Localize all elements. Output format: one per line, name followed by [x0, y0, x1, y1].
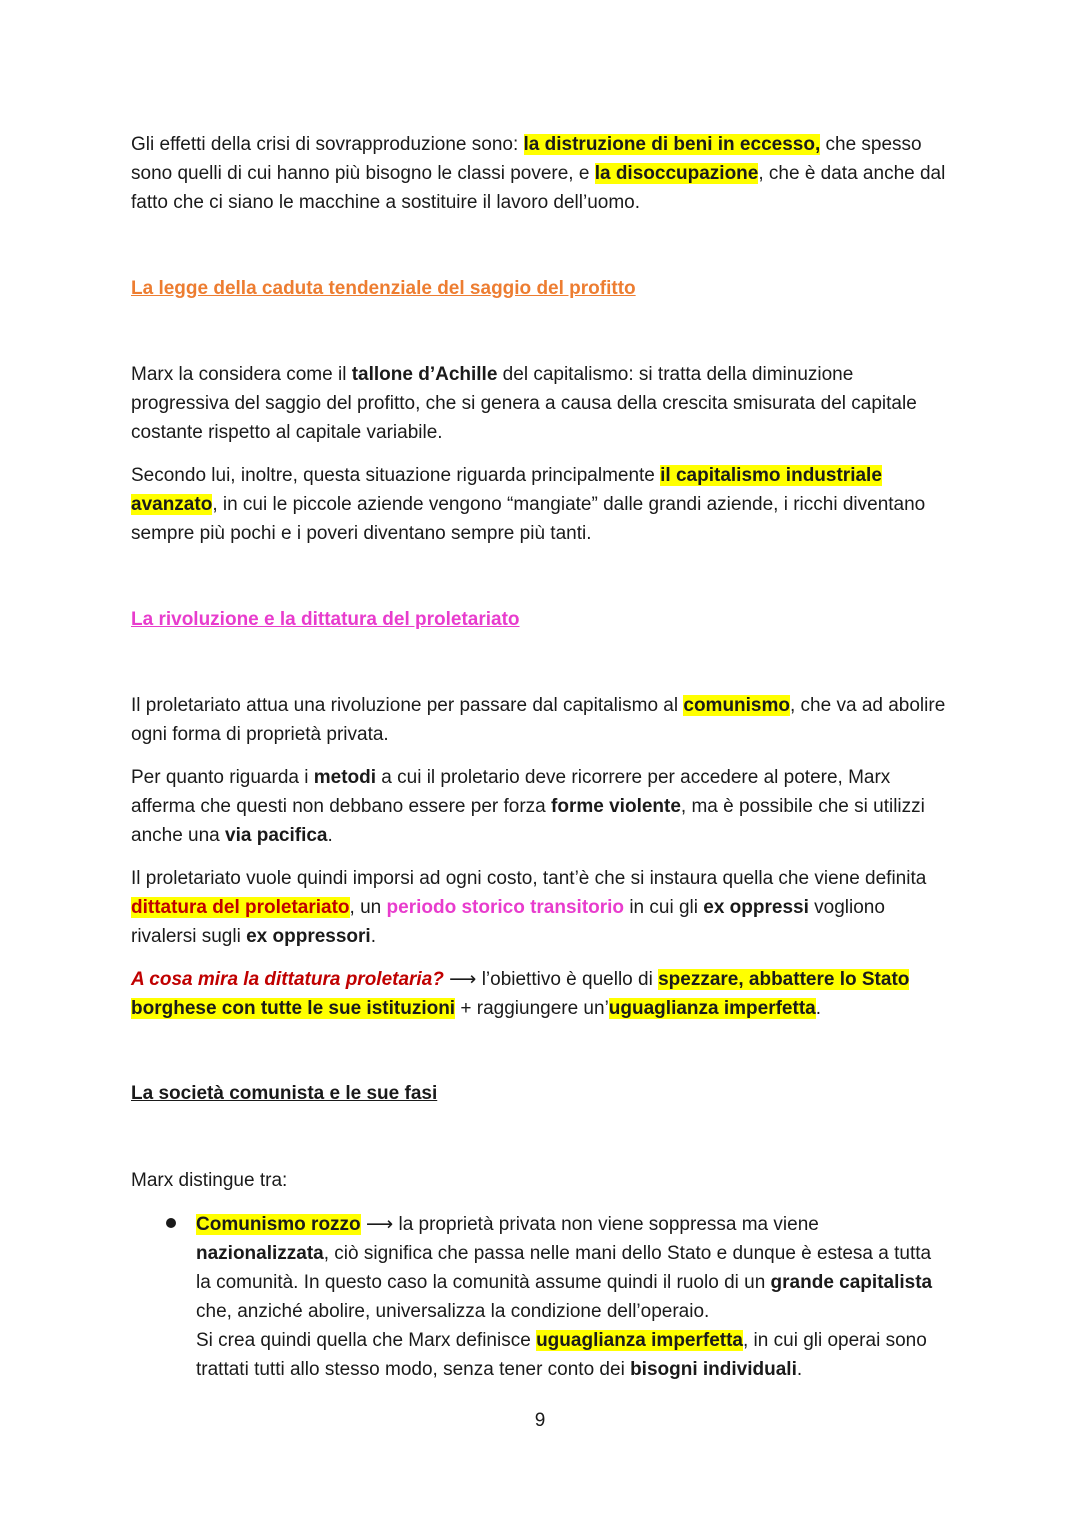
paragraph-dictatorship-aim: A cosa mira la dittatura proletaria? ⟶ l’obiettivo è quello di spezzare, abbattere lo Stato borghese con tutte le sue istituzioni + raggiungere un’uguaglianza imperfetta.	[131, 969, 910, 1019]
highlight-industrial-capitalism: il capitalismo industriale avanzato	[131, 465, 882, 515]
paragraph-revolution: Il proletariato attua una rivoluzione per passare dal capitalismo al comunismo, che va ad abolire ogni forma di proprietà privata.	[131, 695, 946, 745]
highlight-imperfect-equality-2: uguaglianza imperfetta	[536, 1330, 743, 1351]
paragraph-methods: Per quanto riguarda i metodi a cui il proletario deve ricorrere per accedere al potere, Marx afferma che questi non debbano essere per forza forme violente, ma è possibile che si utilizzi anche una via pacifica.	[131, 767, 925, 846]
highlight-crude-communism: Comunismo rozzo	[196, 1214, 361, 1235]
heading-revolution-dictatorship: La rivoluzione e la dittatura del proletariato	[131, 609, 520, 630]
paragraph-industrial-capitalism: Secondo lui, inoltre, questa situazione riguarda principalmente il capitalismo industriale avanzato, in cui le piccole aziende vengono “mangiate” dalle grandi aziende, i ricchi diventano sempre più pochi e i poveri diventano sempre più tanti.	[131, 465, 926, 544]
page-number: 9	[534, 1410, 546, 1431]
paragraph-dictatorship: Il proletariato vuole quindi imporsi ad ogni costo, tant’è che si instaura quella che viene definita dittatura del proletariato, un periodo storico transitorio in cui gli ex oppressi vogliono rivalersi sugli ex oppressori.	[131, 868, 927, 947]
paragraph-achilles-heel: Marx la considera come il tallone d’Achille del capitalismo: si tratta della diminuzione progressiva del saggio del profitto, che si genera a causa della crescita smisurata del capitale costante rispetto al capitale variabile.	[131, 364, 917, 443]
highlight-communism: comunismo	[683, 695, 790, 716]
paragraph-marx-distinguishes: Marx distingue tra:	[131, 1170, 288, 1191]
highlight-dictatorship-proletariat: dittatura del proletariato	[131, 897, 350, 918]
paragraph-overproduction-effects: Gli effetti della crisi di sovrapproduzione sono: la distruzione di beni in eccesso, che spesso sono quelli di cui hanno più bisogno le classi povere, e la disoccupazione, che è data anche dal fatto che ci siano le macchine a sostituire il lavoro dell’uomo.	[131, 134, 946, 213]
heading-communist-society: La società comunista e le sue fasi	[131, 1083, 438, 1104]
highlight-destruction-goods: la distruzione di beni in eccesso,	[523, 134, 821, 155]
arrow-right-icon: ⟶	[443, 969, 482, 990]
arrow-right-icon: ⟶	[360, 1214, 399, 1235]
bullet-crude-communism: Comunismo rozzo ⟶ la proprietà privata non viene soppressa ma viene nazionalizzata, ciò significa che passa nelle mani dello Stato e dunque è estesa a tutta la comunità. In questo caso la comunità assume quindi il ruolo di un grande capitalista che, anziché abolire, universalizza la condizione dell’operaio. Si crea quindi quella che Marx definisce uguaglianza imperfetta, in cui gli operai sono trattati tutti allo stesso modo, senza tener conto dei bisogni individuali.	[196, 1214, 933, 1380]
highlight-unemployment: la disoccupazione	[594, 163, 759, 184]
question-text: A cosa mira la dittatura proletaria?	[131, 969, 444, 990]
highlight-imperfect-equality: uguaglianza imperfetta	[608, 998, 816, 1019]
highlight-break-state: spezzare, abbattere lo Stato borghese con tutte le sue istituzioni	[131, 969, 910, 1019]
bullet-icon	[166, 1218, 176, 1228]
heading-profit-rate-law: La legge della caduta tendenziale del saggio del profitto	[131, 278, 636, 299]
